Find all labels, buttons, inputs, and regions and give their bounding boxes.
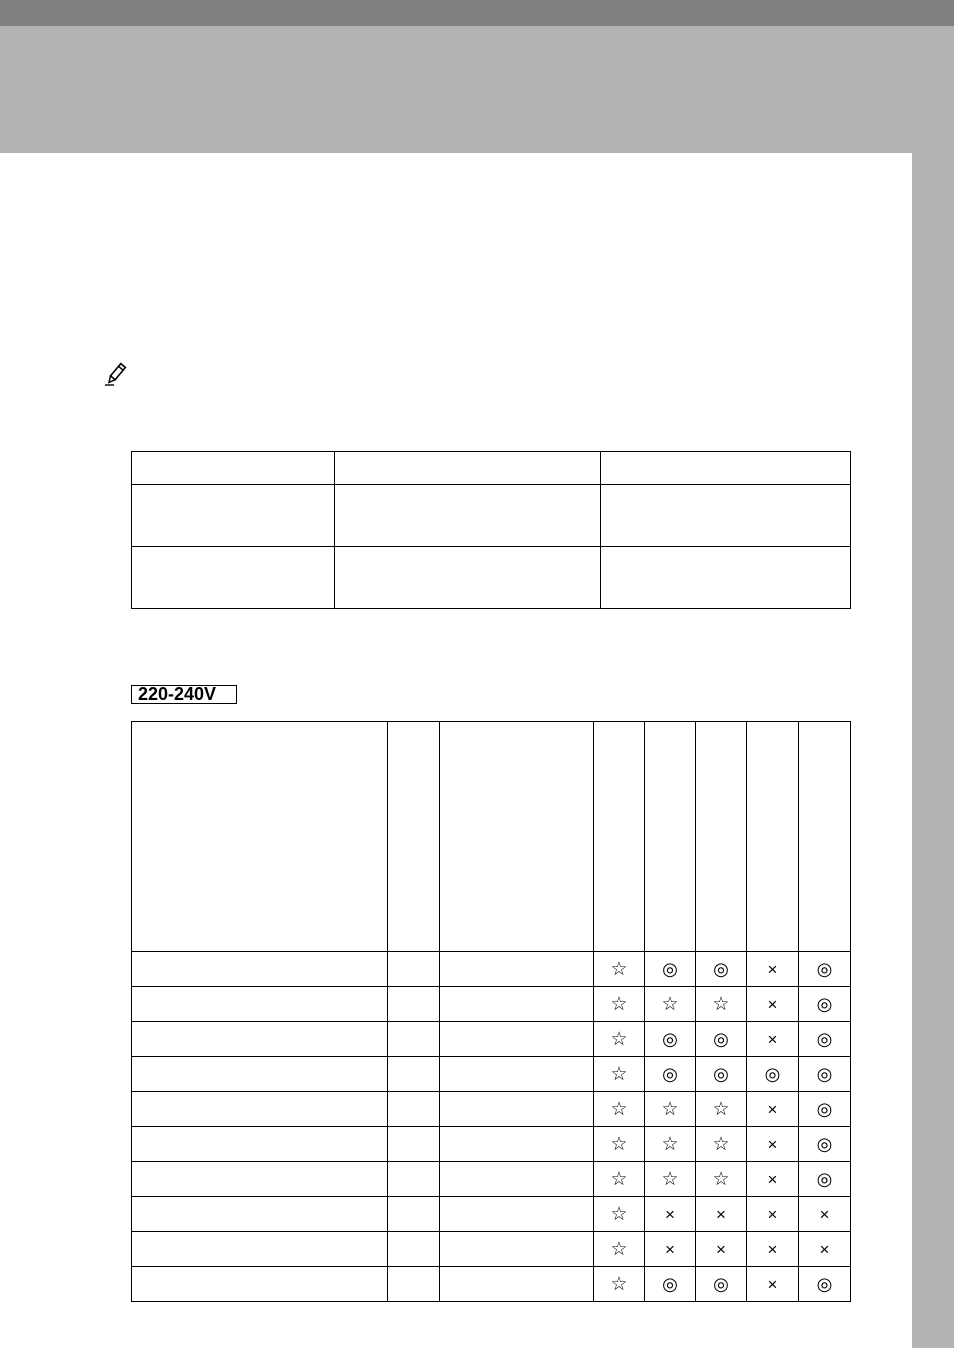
header-cell <box>440 722 594 952</box>
header-band <box>0 26 954 153</box>
cross-symbol-icon: × <box>665 1204 675 1224</box>
spec-cell <box>335 452 601 485</box>
compat-symbol-cell <box>594 1162 645 1197</box>
ring-symbol-icon: ◎ <box>816 1134 833 1154</box>
star-symbol-icon: ☆ <box>661 1133 679 1155</box>
star-symbol-icon: ☆ <box>712 993 730 1015</box>
ring-symbol-icon: ◎ <box>816 1169 833 1189</box>
voltage-label: 220-240V <box>131 685 237 704</box>
compat-symbol-cell <box>696 1092 747 1127</box>
compat-symbol-cell <box>799 1057 851 1092</box>
compat-symbol-cell <box>747 1022 799 1057</box>
compat-symbol-cell <box>594 987 645 1022</box>
compat-symbol-cell <box>747 987 799 1022</box>
compat-symbol-cell <box>799 1022 851 1057</box>
compat-cell <box>132 1092 388 1127</box>
compat-cell <box>388 1022 440 1057</box>
ring-symbol-icon: ◎ <box>713 1274 729 1294</box>
compat-symbol-cell <box>696 1267 747 1302</box>
compat-symbol-cell <box>594 1232 645 1267</box>
spec-cell <box>132 452 335 485</box>
compat-cell <box>132 1127 388 1162</box>
header-cell <box>645 722 696 952</box>
compat-symbol-cell <box>696 1022 747 1057</box>
cross-symbol-icon: × <box>767 994 778 1014</box>
star-symbol-icon: ☆ <box>610 1168 628 1190</box>
compat-symbol-cell <box>696 1232 747 1267</box>
compat-symbol-cell <box>799 952 851 987</box>
star-symbol-icon: ☆ <box>610 1098 628 1120</box>
header-cell <box>594 722 645 952</box>
star-symbol-icon: ☆ <box>610 1133 628 1155</box>
cross-symbol-icon: × <box>819 1239 830 1259</box>
ring-symbol-icon: ◎ <box>816 1029 833 1049</box>
compat-cell <box>388 1162 440 1197</box>
header-cell <box>747 722 799 952</box>
ring-symbol-icon: ◎ <box>662 959 678 979</box>
compat-cell <box>440 1197 594 1232</box>
compat-header-row <box>132 722 851 952</box>
compat-symbol-cell <box>799 1197 851 1232</box>
spec-cell <box>335 547 601 609</box>
spec-header-row <box>132 452 851 485</box>
compat-symbol-cell <box>645 1267 696 1302</box>
compat-cell <box>440 987 594 1022</box>
compat-cell <box>440 1092 594 1127</box>
compat-cell <box>440 1022 594 1057</box>
compat-cell <box>440 1267 594 1302</box>
compat-cell <box>132 1162 388 1197</box>
compat-cell <box>440 1232 594 1267</box>
compat-symbol-cell <box>645 1232 696 1267</box>
compat-symbol-cell <box>747 1057 799 1092</box>
compat-row <box>132 1197 851 1232</box>
compat-symbol-cell <box>799 987 851 1022</box>
star-symbol-icon: ☆ <box>712 1168 730 1190</box>
compat-symbol-cell <box>594 1057 645 1092</box>
star-symbol-icon: ☆ <box>610 1028 628 1050</box>
star-symbol-icon: ☆ <box>661 1168 679 1190</box>
compat-cell <box>132 1267 388 1302</box>
compat-row <box>132 1057 851 1092</box>
cross-symbol-icon: × <box>767 1169 778 1189</box>
compat-symbol-cell <box>747 1267 799 1302</box>
cross-symbol-icon: × <box>819 1204 830 1224</box>
compat-cell <box>388 1232 440 1267</box>
compat-symbol-cell <box>594 1092 645 1127</box>
compat-cell <box>132 1197 388 1232</box>
header-cell <box>799 722 851 952</box>
compatibility-table <box>131 721 851 1302</box>
spec-row <box>132 547 851 609</box>
compat-row <box>132 1267 851 1302</box>
side-thumb-tab <box>912 153 954 1348</box>
ring-symbol-icon: ◎ <box>816 1274 833 1294</box>
compat-symbol-cell <box>645 1197 696 1232</box>
compat-symbol-cell <box>645 987 696 1022</box>
compat-row <box>132 952 851 987</box>
compat-symbol-cell <box>594 1022 645 1057</box>
cross-symbol-icon: × <box>767 1239 778 1259</box>
compat-symbol-cell <box>645 1127 696 1162</box>
cross-symbol-icon: × <box>767 1099 778 1119</box>
compat-symbol-cell <box>594 952 645 987</box>
compat-cell <box>388 1092 440 1127</box>
ring-symbol-icon: ◎ <box>713 1029 729 1049</box>
compat-symbol-cell <box>799 1267 851 1302</box>
ring-symbol-icon: ◎ <box>662 1274 678 1294</box>
compat-symbol-cell <box>645 1092 696 1127</box>
compat-symbol-cell <box>696 1127 747 1162</box>
compat-cell <box>440 1162 594 1197</box>
ring-symbol-icon: ◎ <box>662 1064 678 1084</box>
compat-symbol-cell <box>747 1092 799 1127</box>
compat-symbol-cell <box>594 1127 645 1162</box>
cross-symbol-icon: × <box>665 1239 675 1259</box>
compat-symbol-cell <box>645 952 696 987</box>
compat-row <box>132 1232 851 1267</box>
compat-symbol-cell <box>645 1022 696 1057</box>
compat-symbol-cell <box>696 1057 747 1092</box>
compat-cell <box>440 952 594 987</box>
compat-symbol-cell <box>799 1162 851 1197</box>
cross-symbol-icon: × <box>767 959 778 979</box>
compat-cell <box>388 1127 440 1162</box>
compat-cell <box>132 1057 388 1092</box>
cross-symbol-icon: × <box>716 1204 726 1224</box>
compat-symbol-cell <box>594 1267 645 1302</box>
compat-row <box>132 987 851 1022</box>
cross-symbol-icon: × <box>767 1029 778 1049</box>
compat-symbol-cell <box>799 1092 851 1127</box>
ring-symbol-icon: ◎ <box>713 1064 729 1084</box>
compat-cell <box>388 1057 440 1092</box>
star-symbol-icon: ☆ <box>712 1098 730 1120</box>
cross-symbol-icon: × <box>767 1134 778 1154</box>
compat-symbol-cell <box>747 952 799 987</box>
ring-symbol-icon: ◎ <box>662 1029 678 1049</box>
cross-symbol-icon: × <box>716 1239 726 1259</box>
compat-row <box>132 1092 851 1127</box>
compat-cell <box>132 952 388 987</box>
star-symbol-icon: ☆ <box>661 993 679 1015</box>
star-symbol-icon: ☆ <box>610 958 628 980</box>
compat-cell <box>388 1267 440 1302</box>
star-symbol-icon: ☆ <box>712 1133 730 1155</box>
spec-cell <box>132 547 335 609</box>
compat-cell <box>388 1197 440 1232</box>
compat-symbol-cell <box>696 1162 747 1197</box>
ring-symbol-icon: ◎ <box>816 1064 833 1084</box>
star-symbol-icon: ☆ <box>610 993 628 1015</box>
compat-symbol-cell <box>594 1197 645 1232</box>
header-cell <box>696 722 747 952</box>
compat-symbol-cell <box>747 1127 799 1162</box>
compat-symbol-cell <box>747 1232 799 1267</box>
pencil-note-icon <box>104 362 128 386</box>
compat-cell <box>440 1127 594 1162</box>
compat-symbol-cell <box>645 1057 696 1092</box>
spec-cell <box>335 485 601 547</box>
compat-symbol-cell <box>747 1197 799 1232</box>
ring-symbol-icon: ◎ <box>816 994 833 1014</box>
star-symbol-icon: ☆ <box>610 1063 628 1085</box>
top-strip <box>0 0 954 26</box>
ring-symbol-icon: ◎ <box>816 1099 833 1119</box>
spec-table <box>131 451 851 609</box>
header-cell <box>132 722 388 952</box>
spec-cell <box>601 485 851 547</box>
compat-symbol-cell <box>799 1232 851 1267</box>
compat-symbol-cell <box>696 952 747 987</box>
spec-cell <box>601 452 851 485</box>
cross-symbol-icon: × <box>767 1204 778 1224</box>
compat-row <box>132 1127 851 1162</box>
compat-symbol-cell <box>696 987 747 1022</box>
compat-cell <box>388 987 440 1022</box>
star-symbol-icon: ☆ <box>610 1238 628 1260</box>
spec-cell <box>132 485 335 547</box>
compat-symbol-cell <box>799 1127 851 1162</box>
ring-symbol-icon: ◎ <box>764 1064 781 1084</box>
ring-symbol-icon: ◎ <box>816 959 833 979</box>
compat-row <box>132 1022 851 1057</box>
ring-symbol-icon: ◎ <box>713 959 729 979</box>
cross-symbol-icon: × <box>767 1274 778 1294</box>
compat-symbol-cell <box>696 1197 747 1232</box>
compat-cell <box>132 1232 388 1267</box>
compat-symbol-cell <box>747 1162 799 1197</box>
compat-cell <box>132 987 388 1022</box>
compat-cell <box>132 1022 388 1057</box>
header-cell <box>388 722 440 952</box>
star-symbol-icon: ☆ <box>661 1098 679 1120</box>
compat-cell <box>388 952 440 987</box>
spec-row <box>132 485 851 547</box>
compat-row <box>132 1162 851 1197</box>
compat-symbol-cell <box>645 1162 696 1197</box>
spec-cell <box>601 547 851 609</box>
compat-cell <box>440 1057 594 1092</box>
star-symbol-icon: ☆ <box>610 1273 628 1295</box>
star-symbol-icon: ☆ <box>610 1203 628 1225</box>
